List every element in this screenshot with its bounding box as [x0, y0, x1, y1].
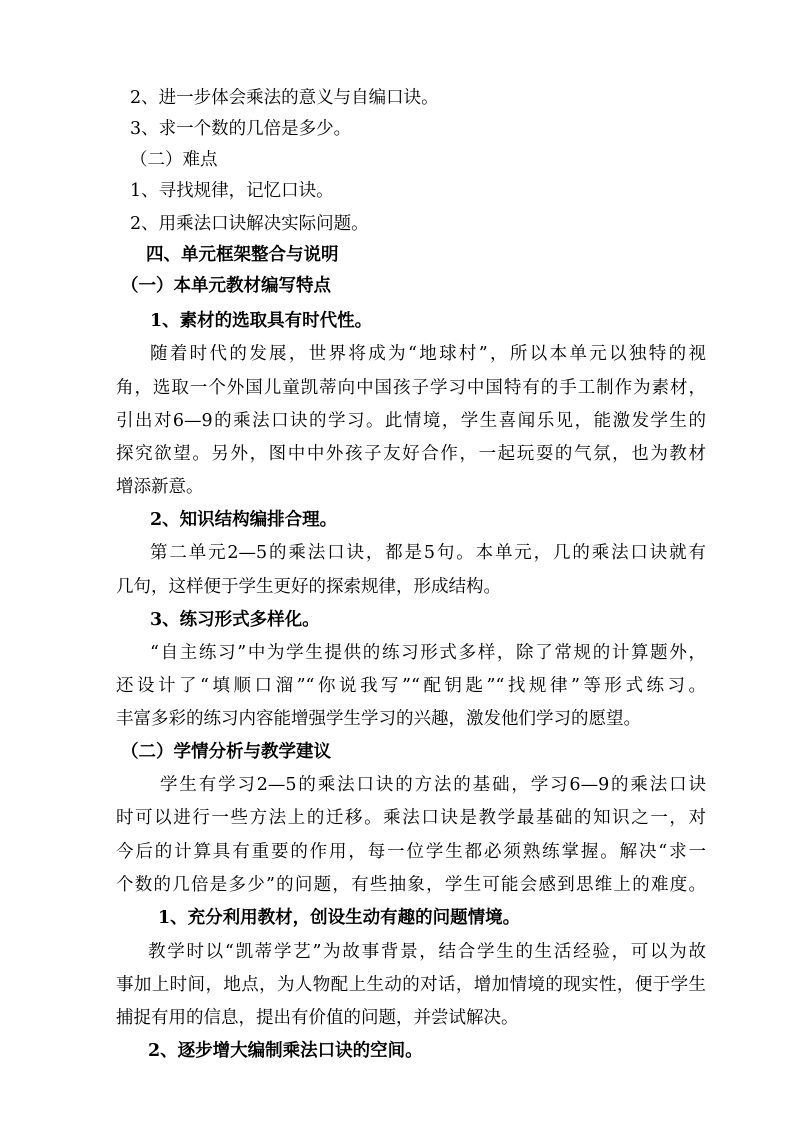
goal-2: 2、进一步体会乘法的意义与自编口诀。 [130, 88, 439, 108]
suggestion-1-heading: 1、充分利用教材，创设生动有趣的问题情境。 [158, 908, 521, 928]
paragraph-1-line-5: 增添新意。 [116, 477, 204, 497]
subsection-2-heading: （二）学情分析与教学建议 [121, 742, 331, 762]
goal-3: 3、求一个数的几倍是多少。 [130, 119, 352, 139]
difficulty-2: 2、用乘法口诀解决实际问题。 [130, 214, 369, 234]
paragraph-1-line-2: 角，选取一个外国儿童凯蒂向中国孩子学习中国特有的手工制作为素材， [116, 378, 706, 398]
difficulty-heading: （二）难点 [130, 150, 218, 170]
paragraph-2-line-2: 几句，这样便于学生更好的探索规律，形成结构。 [116, 577, 501, 597]
paragraph-4-line-2: 时可以进行一些方法上的迁移。乘法口诀是教学最基础的知识之一，对 [116, 808, 706, 828]
paragraph-5-line-2: 事加上时间，地点，为人物配上生动的对话，增加情境的现实性，便于学生 [116, 975, 706, 995]
difficulty-1: 1、寻找规律，记忆口诀。 [130, 181, 334, 201]
subsection-1-heading: （一）本单元教材编写特点 [121, 276, 331, 296]
point-3-heading: 3、练习形式多样化。 [150, 610, 320, 630]
paragraph-5-line-3: 捕捉有用的信息，提出有价值的问题，并尝试解决。 [116, 1008, 519, 1028]
paragraph-1-line-3: 引出对6—9的乘法口诀的学习。此情境，学生喜闻乐见，能激发学生的 [116, 411, 706, 431]
paragraph-5-line-1: 教学时以“凯蒂学艺”为故事背景，结合学生的生活经验，可以为故 [148, 942, 706, 962]
paragraph-1-line-4: 探究欲望。另外，图中中外孩子友好合作，一起玩耍的气氛，也为教材 [116, 444, 706, 464]
point-1-heading: 1、素材的选取具有时代性。 [150, 311, 373, 331]
paragraph-2-line-1: 第二单元2—5的乘法口诀，都是5句。本单元，几的乘法口诀就有 [150, 543, 706, 563]
paragraph-3-line-1: “自主练习”中为学生提供的练习形式多样，除了常规的计算题外， [150, 643, 706, 663]
section-4-heading: 四、单元框架整合与说明 [146, 245, 339, 265]
paragraph-4-line-3: 今后的计算具有重要的作用，每一位学生都必须熟练掌握。解决“求一 [116, 842, 706, 862]
paragraph-4-line-4: 个数的几倍是多少”的问题，有些抽象，学生可能会感到思维上的难度。 [116, 875, 706, 895]
paragraph-1-line-1: 随着时代的发展，世界将成为“地球村”，所以本单元以独特的视 [150, 344, 706, 364]
point-2-heading: 2、知识结构编排合理。 [150, 510, 338, 530]
paragraph-3-line-2: 还设计了“填顺口溜”“你说我写”“配钥匙”“找规律”等形式练习。 [116, 676, 706, 696]
paragraph-3-line-3: 丰富多彩的练习内容能增强学生学习的兴趣，激发他们学习的愿望。 [116, 709, 641, 729]
suggestion-2-heading: 2、逐步增大编制乘法口诀的空间。 [148, 1041, 423, 1061]
paragraph-4-line-1: 学生有学习2—5的乘法口诀的方法的基础，学习6—9的乘法口诀 [160, 775, 706, 795]
